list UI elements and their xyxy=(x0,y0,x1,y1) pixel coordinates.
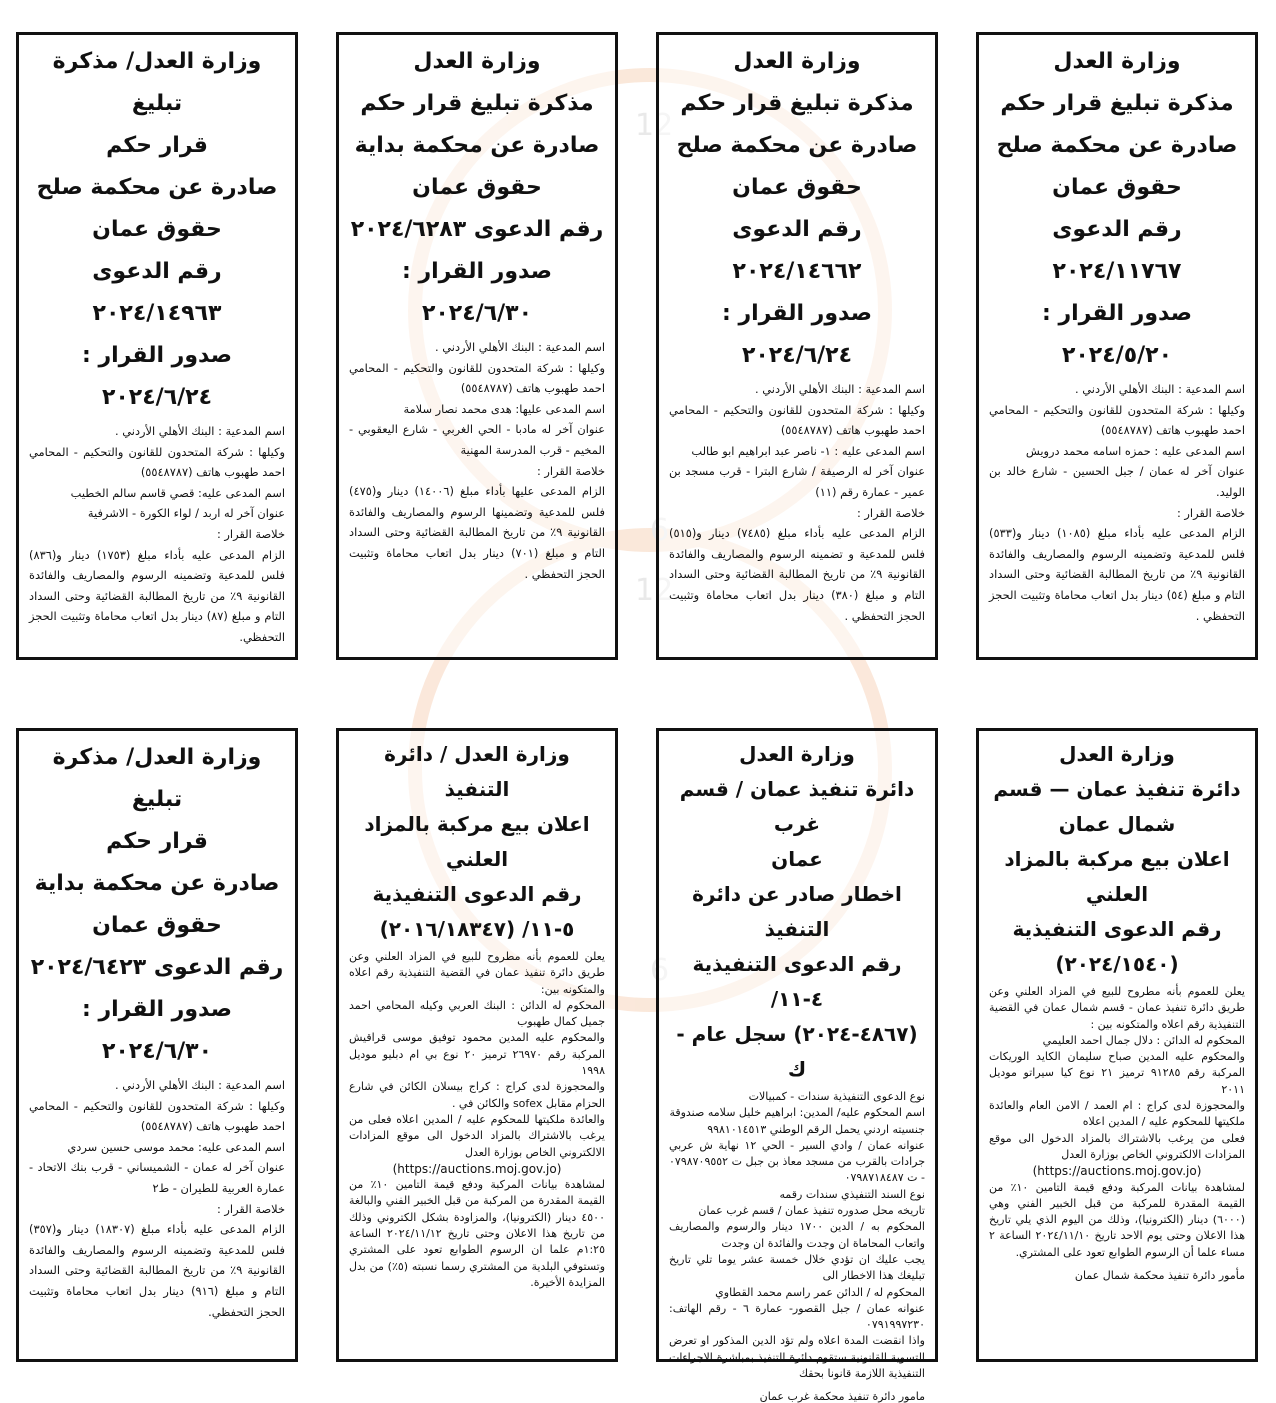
notice-paragraph: الزام المدعى عليه بأداء مبلغ (١٧٥٣) دينار و(٨٣٦) فلس للمدعية وتضمينه الرسوم والمصاريف والفائدة القانونية ٩٪ من تاريخ المطالبة القضائية وحتى السداد التام و مبلغ (٨٧) دينار بدل اتعاب محاماة وتثبيت الحجز التحفظي. xyxy=(29,547,285,644)
notice-paragraph: وكيلها : شركة المتحدون للقانون والتحكيم - المحامي احمد طهبوب هاتف (٥٥٤٨٧٨٧) xyxy=(989,402,1245,438)
notice-heading-line: شمال عمان xyxy=(1058,812,1176,836)
notice-heading-line: (٤٨٦٧-٢٠٢٤) سجل عام - ك xyxy=(676,1022,918,1081)
notice-heading-line: رقم الدعوى التنفيذية xyxy=(1012,917,1222,941)
notice-heading-line: حقوق عمان xyxy=(92,913,222,938)
notice-title: وزارة العدل xyxy=(1053,49,1181,74)
notice-paragraph: يعلن للعموم بأنه مطروح للبيع في المزاد العلني وعن طريق دائرة تنفيذ عمان - قسم شمال عمان في القضية التنفيذية رقم اعلاه والمتكونه بين : xyxy=(989,985,1245,1031)
notice-paragraph: تاريخه محل صدوره تنفيذ عمان / قسم غرب عمان xyxy=(698,1204,925,1218)
notice-signature: مامور دائرة تنفيذ محكمة غرب عمان xyxy=(759,1390,925,1403)
notice-paragraph: يجب عليك ان تؤدي خلال خمسة عشر يوما تلي تاريخ تبليغك هذا الاخطار الى xyxy=(669,1252,925,1283)
notice-paragraph: اسم المدعية : البنك الأهلي الأردني . xyxy=(1075,382,1245,396)
notice-paragraph: عنوان آخر له الرصيفة / شارع البترا - قرب مسجد بن عمير - عمارة رقم (١١) xyxy=(669,464,925,499)
notice-body xyxy=(669,1089,925,1382)
notice-heading-line: صادرة عن محكمة صلح xyxy=(996,133,1238,158)
notice-heading-line: حقوق عمان xyxy=(92,217,222,242)
notice-paragraph: خلاصة القرار : xyxy=(216,1201,285,1216)
notice-paragraph: الزام المدعى عليها بأداء مبلغ (١٤٠٠٦) دينار و(٤٧٥) فلس للمدعية وتضمينها الرسوم والمصاريف والفائدة القانونية ٩٪ من تاريخ المطالبة القضائية وحتى السداد التام و مبلغ (٧٠١) دينار بدل اتعاب محاماة وتثبيت الحجز التحفظي . xyxy=(349,484,606,581)
notice-paragraph: المحكوم له / الدائن عمر راسم محمد القطاوي xyxy=(715,1285,925,1299)
notice-heading-line: صدور القرار : xyxy=(722,301,872,326)
notice-heading-line: رقم الدعوى ٢٠٢٤/١٤٩٦٣ xyxy=(92,259,222,326)
notice-paragraph: اسم المدعى عليه : حمزه اسامه محمد درويش xyxy=(1025,443,1245,458)
auction-url: (https://auctions.moj.gov.jo) xyxy=(392,1161,562,1176)
notice-body xyxy=(989,379,1245,626)
notice-paragraph: والمحكوم عليه المدين محمود توفيق موسى قراقيش المركبة رقم ٢٦٩٧٠ ترميز ٢٠ نوع بي ام دبليو موديل ١٩٩٨ xyxy=(349,1031,606,1078)
notice-heading-line: دائرة تنفيذ عمان — قسم xyxy=(993,777,1241,801)
notice-heading-line: دائرة تنفيذ عمان / قسم غرب xyxy=(679,777,915,836)
notice-paragraph: اسم المدعى عليه: قصي قاسم سالم الخطيب xyxy=(70,485,285,500)
notice-paragraph: خلاصة القرار : xyxy=(1176,505,1245,520)
notice-heading-line: صادرة عن محكمة صلح xyxy=(676,133,918,158)
notice-box xyxy=(976,728,1258,1362)
notice-heading-line: حقوق عمان xyxy=(1052,175,1182,200)
notice-box xyxy=(16,728,298,1362)
svg-text:12: 12 xyxy=(635,108,674,143)
notice-title: وزارة العدل / دائرة xyxy=(384,742,570,766)
notice-paragraph: الزام المدعى عليه بأداء مبلغ (١٠٨٥) دينار و(٥٣٣) فلس للمدعية وتضمينه الرسوم والمصاريف والفائدة القانونية ٩٪ من تاريخ المطالبة القضائية وحتى السداد التام و مبلغ (٥٤) دينار بدل اتعاب محاماة وتثبيت الحجز التحفظي . xyxy=(989,526,1245,623)
notice-title: وزارة العدل/ مذكرة تبليغ xyxy=(52,49,262,116)
notice-paragraph: والمحجوزة لدى كراج : ام العمد / الامن العام والعائدة ملكيتها للمحكوم عليه / المدين اعلاه xyxy=(989,1099,1245,1129)
notice-paragraph: اسم المدعية : البنك الأهلي الأردني . xyxy=(755,382,925,396)
notice-paragraph: والمحجوزة لدى كراج : كراج بيسلان الكائن في شارع الحزام مقابل sofex والكائن في . xyxy=(349,1080,605,1110)
notice-heading-line: اعلان بيع مركبة بالمزاد xyxy=(1004,847,1230,871)
notice-paragraph: اسم المدعية : البنك الأهلي الأردني . xyxy=(115,1078,285,1092)
notice-heading-line: مذكرة تبليغ قرار حكم xyxy=(360,91,594,116)
notice-body xyxy=(989,984,1245,1261)
notice-heading-line: صادرة عن محكمة صلح xyxy=(36,175,278,200)
notice-heading-line: العلني xyxy=(1085,882,1149,906)
notice-title: وزارة العدل xyxy=(739,742,855,766)
notice-paragraph: والمحكوم عليه المدين صباح سليمان الكايد الوريكات المركبة رقم ٩١٢٨٥ ترميز ٢١ نوع كيا سيراتو موديل ٢٠١١ xyxy=(989,1050,1245,1096)
notice-heading-line: ٢٠٢٤/٥/٢٠ xyxy=(1061,343,1173,368)
notice-heading-line: قرار حكم xyxy=(106,829,208,854)
notice-paragraph: وكيلها : شركة المتحدون للقانون والتحكيم - المحامي احمد طهبوب هاتف (٥٥٤٨٧٨٧) xyxy=(29,1098,285,1134)
notice-box xyxy=(336,728,618,1362)
notice-heading-line: صدور القرار : xyxy=(402,259,552,284)
notice-heading-line: صدور القرار : xyxy=(82,997,232,1022)
notice-paragraph: وكيلها : شركة المتحدون للقانون والتحكيم - المحامي احمد طهبوب هاتف (٥٥٤٨٧٨٧) xyxy=(29,444,285,480)
notice-paragraph: عنوان آخر له عمان - الشميساني - قرب بنك الاتحاد - عمارة العربية للطيران - ط٢ xyxy=(29,1160,285,1195)
notice-heading-line: مذكرة تبليغ قرار حكم xyxy=(1000,91,1234,116)
notice-paragraph: فعلى من يرغب بالاشتراك بالمزاد الدخول الى موقع المزادات الالكتروني الخاص بوزارة العدل xyxy=(989,1131,1245,1161)
notice-paragraph: المحكوم له الدائن : دلال جمال احمد العليمي xyxy=(1042,1033,1245,1047)
notice-heading-line: صادرة عن محكمة بداية xyxy=(354,133,600,158)
notice-paragraph: لمشاهدة بيانات المركبة ودفع قيمة التامين ١٠٪ من القيمة المقدرة من المركبة من قبل الخبير الفني والبالغة ٤٥٠٠ دينار (الكترونيا)، والمزاودة بشكل الكتروني وذلك من تاريخ هذا الاعلان وحتى تاريخ ٢٠٢٤/١١/١٢ الساعة ١:٢٥م علما ان الرسوم الطوابع تعود على المشتري وتستوفي البلدية من المشتري رسما نسبته (٥٪) من بدل المزايدة الأخيرة. xyxy=(349,1178,606,1289)
notice-box xyxy=(16,32,298,660)
notice-heading-line: رقم الدعوى التنفيذية ٤-١١/ xyxy=(692,952,902,1011)
notice-heading-line: رقم الدعوى ٢٠٢٤/٦٢٨٣ xyxy=(350,217,604,242)
notice-heading-line: التنفيذ xyxy=(444,777,510,801)
notice-body xyxy=(349,337,605,584)
notice-paragraph: عنوان آخر له اربد / لواء الكورة - الاشرفية xyxy=(87,506,285,521)
notice-paragraph: الزام المدعى عليه بأداء مبلغ (١٨٣٠٧) دينار و(٣٥٧) فلس للمدعية وتضمينه الرسوم والمصاريف والفائدة القانونية ٩٪ من تاريخ المطالبة القضائية وحتى السداد التام و مبلغ (٩١٦) دينار بدل اتعاب محاماة وتثبيت الحجز التحفظي. xyxy=(29,1222,286,1319)
notice-paragraph: نوع الدعوى التنفيذية سندات - كمبيالات xyxy=(748,1090,925,1103)
notice-paragraph: اسم المدعى عليه : ١- ناصر عبد ابراهيم ابو طالب xyxy=(691,443,925,458)
notice-heading-line: رقم الدعوى ٢٠٢٤/٦٤٢٣ xyxy=(30,955,284,980)
notice-heading-line: اخطار صادر عن دائرة التنفيذ xyxy=(692,882,902,941)
notice-paragraph: المحكوم به / الدين ١٧٠٠ دينار والرسوم والمصاريف واتعاب المحاماة ان وجدت والفائدة ان وجدت xyxy=(669,1220,925,1250)
notice-heading-line: صادرة عن محكمة بداية xyxy=(34,871,280,896)
notice-paragraph: جنسيته اردني يحمل الرقم الوطني ٩٩٨١٠١٤٥١٣ xyxy=(707,1122,925,1136)
notice-box xyxy=(656,32,938,660)
notice-body xyxy=(29,1075,285,1322)
notice-paragraph: عنوانه عمان / جبل القصور- عمارة ٦ - رقم الهاتف: ٠٧٩١٩٩٧٢٣٠ xyxy=(669,1301,925,1332)
notice-heading-line: حقوق عمان xyxy=(412,175,542,200)
notice-heading-line: عمان xyxy=(771,847,823,871)
notice-body xyxy=(669,379,925,626)
notice-paragraph: واذا انقضت المدة اعلاه ولم تؤد الدين المذكور او تعرض التسوية القانونية ستقوم دائرة التنفيذ بمباشرة الاجراءات التنفيذية اللازمة قانونا بحقك xyxy=(669,1334,925,1381)
notice-paragraph: اسم المدعى عليها: هدى محمد نصار سلامة xyxy=(403,401,605,416)
notice-heading-line: رقم الدعوى التنفيذية xyxy=(372,882,582,906)
notice-body xyxy=(29,421,285,648)
notice-paragraph: عنوان آخر له عمان / جبل الحسين - شارع خالد بن الوليد. xyxy=(989,464,1245,499)
notice-paragraph: اسم المدعية : البنك الأهلي الأردني . xyxy=(435,340,605,354)
notice-heading-line: ٥-١١/ (٢٠١٦/١٨٣٤٧) xyxy=(379,917,575,941)
notice-heading-line: اعلان بيع مركبة بالمزاد xyxy=(364,812,590,836)
notice-paragraph: عنوان آخر له مادبا - الحي الغربي - شارع اليعقوبي - المخيم - قرب المدرسة المهنية xyxy=(349,422,605,457)
notice-title: وزارة العدل xyxy=(1059,742,1175,766)
notice-heading-line: صدور القرار : xyxy=(1042,301,1192,326)
notice-heading-line: رقم الدعوى ٢٠٢٤/١١٧٦٧ xyxy=(1052,217,1182,284)
notice-paragraph: وكيلها : شركة المتحدون للقانون والتحكيم - المحامي احمد طهبوب هاتف (٥٥٤٨٧٨٧) xyxy=(669,402,925,438)
notice-heading-line: ٢٠٢٤/٦/٣٠ xyxy=(101,1039,213,1064)
notice-paragraph: نوع السند التنفيذي سندات رقمه xyxy=(779,1187,925,1201)
notice-heading-line: رقم الدعوى ٢٠٢٤/١٤٦٦٢ xyxy=(732,217,862,284)
notice-heading-line: قرار حكم xyxy=(106,133,208,158)
notice-title: وزارة العدل xyxy=(413,49,541,74)
notice-paragraph: عنوانه عمان / وادي السير - الحي ١٢ نهاية ش عربي جرادات بالقرب من مسجد معاذ بن جبل ت ٠٧٩٨٧٠٩٥٥٢ - ت ٠٧٩٨٧١٨٤٨٧ xyxy=(669,1138,925,1185)
notice-heading-line: ٢٠٢٤/٦/٢٤ xyxy=(101,385,213,410)
notice-heading-line: ٢٠٢٤/٦/٣٠ xyxy=(421,301,533,326)
notice-paragraph: والعائدة ملكيتها للمحكوم عليه / المدين اعلاه فعلى من يرغب بالاشتراك بالمزاد الدخول الى موقع المزادات الالكتروني الخاص بوزارة العدل xyxy=(349,1112,605,1159)
notice-paragraph: لمشاهدة بيانات المركبة ودفع قيمة التامين ١٠٪ من القيمة المقدرة للمركبة من قبل الخبير الفني وهي (٦٠٠٠) دينار (الكترونيا)، وذلك من اليوم الذي يلي تاريخ هذا الاعلان وحتى يوم الاحد تاريخ ٢٠٢٤/١١/١٠ الساعة ٢ مساء علما أن الرسوم الطوابع تعود على المشتري. xyxy=(989,1180,1245,1259)
notice-heading-line: العلني xyxy=(445,847,509,871)
svg-text:12: 12 xyxy=(635,573,674,608)
notice-heading-line: صدور القرار : xyxy=(82,343,232,368)
notice-box xyxy=(656,728,938,1403)
notice-paragraph: خلاصة القرار : xyxy=(536,463,605,478)
notice-signature: مأمور دائرة تنفيذ محكمة شمال عمان xyxy=(1074,1269,1245,1283)
notice-title: وزارة العدل/ مذكرة تبليغ xyxy=(52,745,262,812)
notice-paragraph: المحكوم له الدائن : البنك العربي وكيله المحامي احمد جميل كمال طهبوب xyxy=(349,998,605,1029)
notice-title: وزارة العدل xyxy=(733,49,861,74)
notice-paragraph: الزام المدعى عليه بأداء مبلغ (٧٤٨٥) دينار و(٥١٥) فلس للمدعية و تضمينه الرسوم والمصاريف والفائدة القانونية ٩٪ من تاريخ المطالبة القضائية وحتى السداد التام و مبلغ (٣٨٠) دينار بدل اتعاب محاماة وتثبيت الحجز التحفظي . xyxy=(669,526,926,623)
notice-paragraph: خلاصة القرار : xyxy=(216,526,285,541)
notice-heading-line: ٢٠٢٤/٦/٢٤ xyxy=(741,343,853,368)
notice-paragraph: اسم المدعى عليه: محمد موسى حسين سردي xyxy=(67,1139,285,1154)
notice-box xyxy=(976,32,1258,660)
auction-url: (https://auctions.moj.gov.jo) xyxy=(1032,1164,1202,1179)
notice-box xyxy=(336,32,618,660)
notice-heading-line: حقوق عمان xyxy=(732,175,862,200)
notice-paragraph: اسم المدعية : البنك الأهلي الأردني . xyxy=(115,424,285,438)
notice-paragraph: يعلن للعموم بأنه مطروح للبيع في المزاد العلني وعن طريق دائرة تنفيذ عمان في القضية التنفيذية رقم اعلاه والمتكونه بين: xyxy=(349,950,605,996)
notice-heading-line: مذكرة تبليغ قرار حكم xyxy=(680,91,914,116)
notice-paragraph: خلاصة القرار : xyxy=(856,505,925,520)
notice-body xyxy=(349,949,605,1291)
notice-paragraph: اسم المحكوم عليه/ المدين: ابراهيم خليل سلامه صندوقة xyxy=(669,1106,925,1120)
notice-paragraph: وكيلها : شركة المتحدون للقانون والتحكيم - المحامي احمد طهبوب هاتف (٥٥٤٨٧٨٧) xyxy=(349,360,605,396)
notice-heading-line: (٢٠٢٤/١٥٤٠) xyxy=(1055,952,1179,976)
